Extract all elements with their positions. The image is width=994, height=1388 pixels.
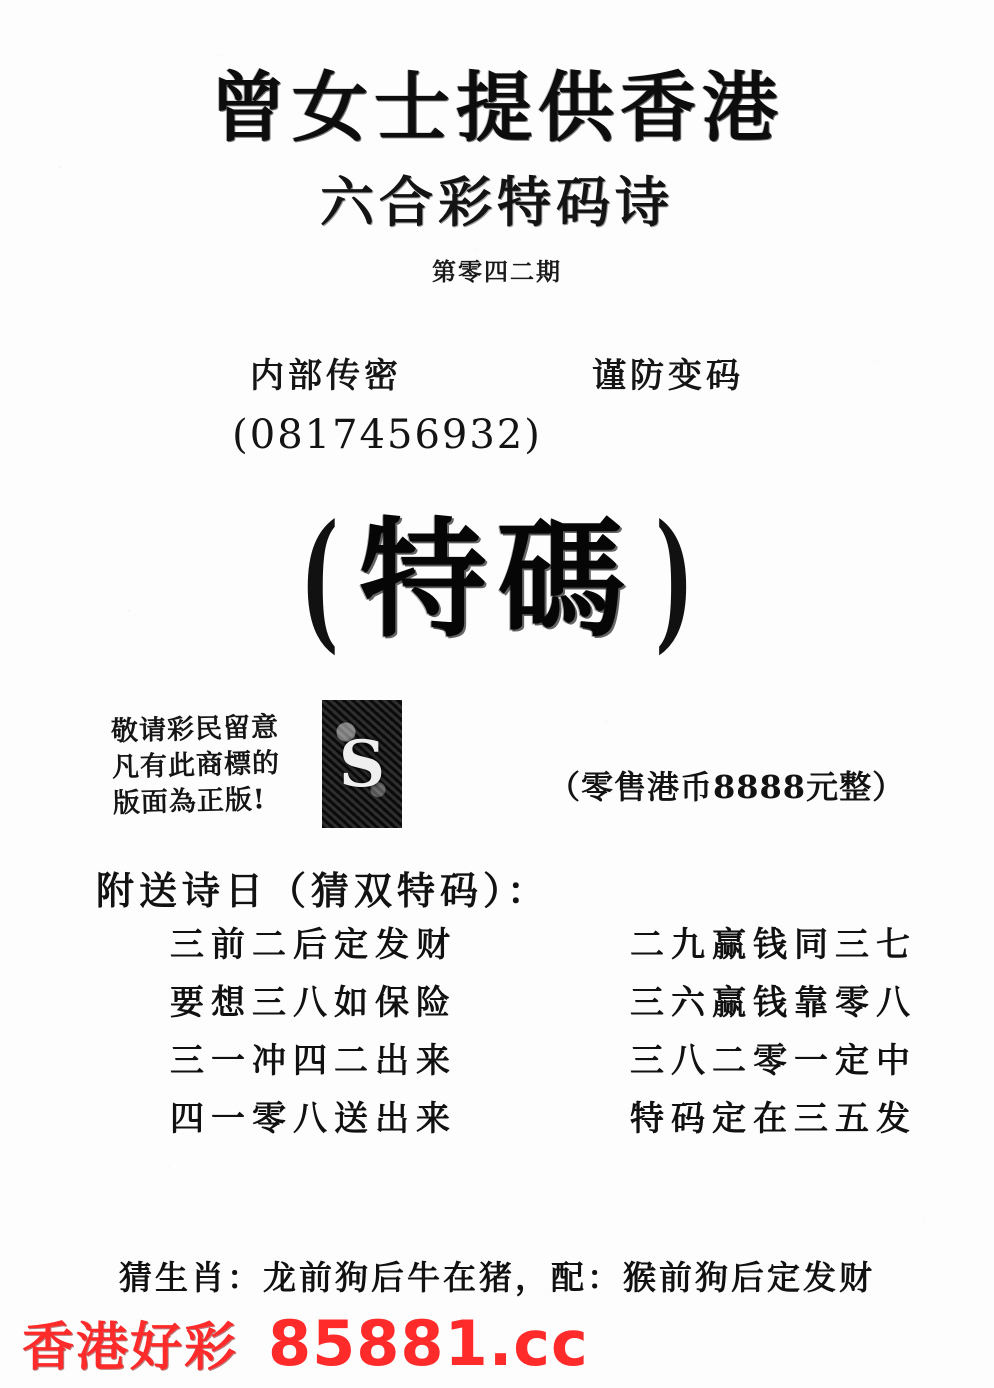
poem-column-right — [520, 925, 994, 1139]
page-subtitle: 六合彩特码诗 — [320, 170, 674, 234]
poem-column-left — [0, 925, 520, 1139]
poem-line: 三前二后定发财 — [170, 925, 457, 965]
footer-site-url: 85881.cc — [268, 1307, 589, 1380]
page-title: 曾女士提供香港 — [210, 63, 784, 152]
authenticity-note-line-1: 敬请彩民留意 — [110, 711, 280, 748]
poem-line: 三六赢钱靠零八 — [630, 983, 917, 1023]
poem-line: 特码定在三五发 — [630, 1099, 917, 1139]
authenticity-note-line-3: 版面為正版! — [112, 784, 267, 820]
authenticity-note-line-2: 凡有此商標的 — [111, 747, 281, 784]
tema-left-paren: ( — [299, 492, 340, 668]
tema-label: 特碼 — [358, 505, 635, 655]
issue-number: 第零四二期 — [432, 257, 562, 286]
notice-row — [0, 348, 994, 397]
poem-line: 三一冲四二出来 — [170, 1041, 457, 1081]
footer-watermark — [22, 1305, 589, 1380]
footer-brand: 香港好彩 — [22, 1317, 239, 1378]
tema-headline — [0, 492, 994, 668]
notice-left: 内部传密 — [250, 356, 402, 396]
poem-heading: 附送诗日（猜双特码）： — [96, 868, 551, 913]
serial-number: (0817456932) — [232, 412, 542, 458]
trademark-stamp-icon: S — [322, 700, 402, 828]
notice-right: 谨防变码 — [592, 356, 744, 396]
poem-line: 四一零八送出来 — [170, 1099, 457, 1139]
authenticity-note — [111, 710, 282, 822]
retail-price: （零售港币8888元整） — [548, 768, 906, 806]
poem-body — [0, 925, 994, 1139]
tema-right-paren: ) — [654, 492, 695, 668]
poem-line: 三八二零一定中 — [630, 1041, 917, 1081]
zodiac-line: 猜生肖：龙前狗后牛在猪，配：猴前狗后定发财 — [119, 1258, 875, 1297]
poem-line: 二九赢钱同三七 — [630, 925, 917, 965]
poem-line: 要想三八如保险 — [170, 983, 457, 1023]
